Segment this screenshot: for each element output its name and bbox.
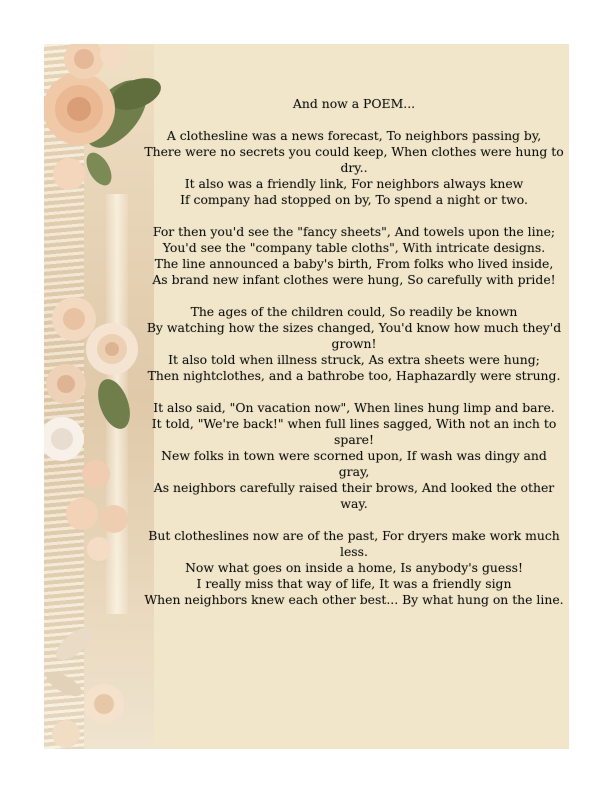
stanza-4: [144, 400, 564, 512]
poem-line: It also was a friendly link, For neighbors always knew: [184, 176, 524, 191]
stanza-3: [144, 304, 564, 384]
poem-line: The line announced a baby's birth, From folks who lived inside,: [154, 256, 554, 271]
stanza-5: [144, 528, 564, 608]
poem-line: But clotheslines now are of the past, For dryers make work much less.: [148, 528, 560, 559]
rose-bud-icon: [66, 498, 98, 530]
poem-line: When neighbors knew each other best... By what hung on the line.: [144, 592, 564, 607]
stanza-2: [144, 224, 564, 288]
poem-line: It told, "We're back!" when full lines sagged, With not an inch to spare!: [151, 416, 557, 447]
poem-line: New folks in town were scorned upon, If wash was dingy and gray,: [161, 448, 547, 479]
poem-line: It also told when illness struck, As extra sheets were hung;: [168, 352, 540, 367]
poem-line: There were no secrets you could keep, When clothes were hung to dry..: [144, 144, 564, 175]
rose-bud-icon: [100, 44, 128, 68]
poem-line: The ages of the children could, So readily be known: [190, 304, 518, 319]
poem-title: And now a POEM...: [292, 96, 416, 111]
poem-line: If company had stopped on by, To spend a night or two.: [180, 192, 528, 207]
rose-bud-icon: [82, 460, 110, 488]
rose-cluster-bottom: [44, 622, 124, 748]
poem-line: Now what goes on inside a home, Is anybody's guess!: [185, 560, 523, 575]
leaf-icon: [92, 375, 136, 433]
poem-line: For then you'd see the "fancy sheets", And towels upon the line;: [152, 224, 556, 239]
poem-line: By watching how the sizes changed, You'd know how much they'd grown!: [146, 320, 562, 351]
rose-cluster-middle: [44, 297, 138, 561]
poem-line: I really miss that way of life, It was a friendly sign: [196, 576, 512, 591]
poem-line: As neighbors carefully raised their brows, And looked the other way.: [153, 480, 555, 511]
poem: [144, 96, 564, 624]
poem-line: A clothesline was a news forecast, To neighbors passing by,: [166, 128, 542, 143]
poem-line: Then nightclothes, and a bathrobe too, Haphazardly were strung.: [147, 368, 561, 383]
poem-line: As brand new infant clothes were hung, So carefully with pride!: [152, 272, 556, 287]
poem-line: It also said, "On vacation now", When lines hung limp and bare.: [153, 400, 555, 415]
stanza-1: [144, 128, 564, 208]
rose-bud-icon: [53, 158, 85, 190]
poem-page: [44, 44, 569, 749]
floral-border: [44, 44, 154, 749]
poem-line: You'd see the "company table cloths", With intricate designs.: [162, 240, 546, 255]
rose-bud-icon: [100, 505, 128, 533]
